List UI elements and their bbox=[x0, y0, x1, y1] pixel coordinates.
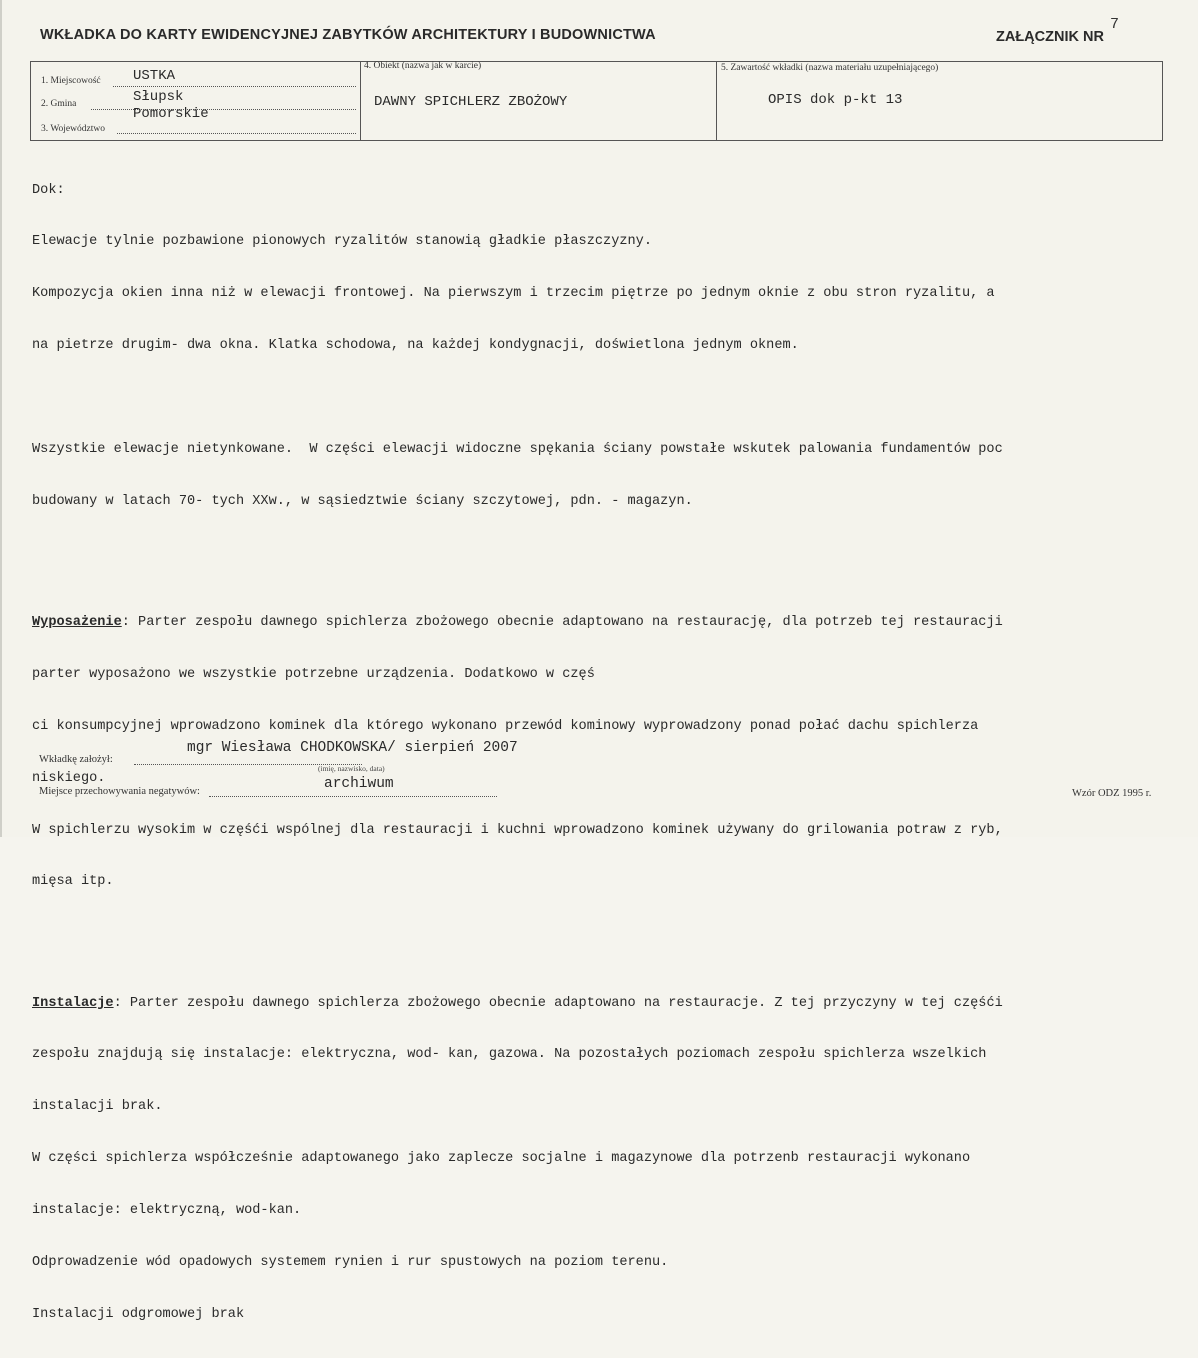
voivodeship-dotline bbox=[117, 133, 356, 134]
text-line: Elewacje tylnie pozbawione pionowych ryzalitów stanowią gładkie płaszczyzny. bbox=[32, 234, 652, 250]
storage-label: Miejsce przechowywania negatywów: bbox=[39, 786, 200, 797]
text-line: mięsa itp. bbox=[32, 874, 114, 890]
text-line: budowany w latach 70- tych XXw., w sąsiedztwie ściany szczytowej, pdn. - magazyn. bbox=[32, 493, 693, 509]
text-line: zespołu znajdują się instalacje: elektryczna, wod- kan, gazowa. Na pozostałych poziomach zespołu spichlerza wszelkich bbox=[32, 1047, 987, 1063]
text-line: ci konsumpcyjnej wprowadzono kominek dla którego wykonano przewód kominowy wyprowadzony ponad połać dachu spichlerza bbox=[32, 718, 979, 734]
text-line: Dok: bbox=[32, 182, 65, 198]
storage-dotline bbox=[209, 796, 497, 797]
author-value: mgr Wiesława CHODKOWSKA/ sierpień 2007 bbox=[187, 740, 518, 756]
text-line: W spichlerzu wysokim w częśći wspólnej dla restauracji i kuchni wprowadzono kominek używany do grilowania potraw z ryb, bbox=[32, 822, 1003, 838]
attachment-number: 7 bbox=[1110, 16, 1120, 33]
installations-line bbox=[32, 995, 1132, 1012]
text-line: Instalacji odgromowej brak bbox=[32, 1306, 245, 1322]
text-line: : Parter zespołu dawnego spichlerza zbożowego obecnie adaptowano na restauracje. Z tej przyczyny w tej częśći bbox=[113, 995, 1003, 1011]
equipment-line bbox=[32, 614, 1132, 631]
text-line: niskiego. bbox=[32, 770, 106, 786]
text-line: W części spichlerza współcześnie adaptowanego jako zaplecze socjalne i magazynowe dla potrzenb restauracji wykonano bbox=[32, 1151, 971, 1167]
text-line: instalacje: elektryczną, wod-kan. bbox=[32, 1203, 302, 1219]
author-label: Wkładkę założył: bbox=[39, 754, 113, 765]
town-dotline bbox=[113, 86, 356, 87]
voivodeship-value: Pomorskie bbox=[133, 106, 209, 122]
object-value: DAWNY SPICHLERZ ZBOŻOWY bbox=[374, 94, 568, 110]
installations-heading: Instalacje bbox=[32, 995, 114, 1011]
contents-label: 5. Zawartość wkładki (nazwa materiału uzupełniającego) bbox=[721, 63, 939, 73]
equipment-heading: Wyposażenie bbox=[32, 615, 122, 631]
voivodeship-label: 3. Województwo bbox=[41, 124, 105, 134]
text-line: parter wyposażono we wszystkie potrzebne urządzenia. Dodatkowo w częś bbox=[32, 666, 595, 682]
text-line: Odprowadzenie wód opadowych systemem rynien i rur spustowych na poziom terenu. bbox=[32, 1255, 669, 1270]
text-line bbox=[32, 545, 1132, 562]
commune-label: 2. Gmina bbox=[41, 99, 77, 109]
text-line bbox=[32, 925, 1132, 942]
text-line: : Parter zespołu dawnego spichlerza zbożowego obecnie adaptowano na restaurację, dla potrzeb tej restauracji bbox=[121, 615, 1003, 631]
commune-value: Słupsk bbox=[133, 89, 184, 105]
text-line: Kompozycja okien inna niż w elewacji frontowej. Na pierwszym i trzecim piętrze po jednym oknie z obu stron ryzalitu, a bbox=[32, 286, 995, 302]
text-line: instalacji brak. bbox=[32, 1099, 163, 1115]
object-label: 4. Obiekt (nazwa jak w karcie) bbox=[364, 61, 482, 71]
text-line: na pietrze drugim- dwa okna. Klatka schodowa, na każdej kondygnacji, doświetlona jednym oknem. bbox=[32, 338, 799, 354]
town-label: 1. Miejscowość bbox=[41, 76, 101, 86]
metadata-box bbox=[30, 61, 1163, 141]
town-value: USTKA bbox=[133, 68, 176, 84]
column-divider bbox=[716, 62, 717, 140]
contents-value: OPIS dok p-kt 13 bbox=[768, 92, 903, 108]
text-line: Wszystkie elewacje nietynkowane. W części elewacji widoczne spękania ściany powstałe wskutek palowania fundamentów poc bbox=[32, 442, 1003, 458]
template-label: Wzór ODZ 1995 r. bbox=[1072, 788, 1152, 799]
commune-dotline bbox=[91, 109, 356, 110]
document-title: WKŁADKA DO KARTY EWIDENCYJNEJ ZABYTKÓW ARCHITEKTURY I BUDOWNICTWA bbox=[40, 27, 656, 43]
text-line bbox=[32, 389, 1132, 406]
column-divider bbox=[360, 62, 361, 140]
author-hint: (imię, nazwisko, data) bbox=[318, 764, 385, 773]
storage-value: archiwum bbox=[324, 776, 394, 792]
attachment-label: ZAŁĄCZNIK NR bbox=[996, 29, 1104, 45]
